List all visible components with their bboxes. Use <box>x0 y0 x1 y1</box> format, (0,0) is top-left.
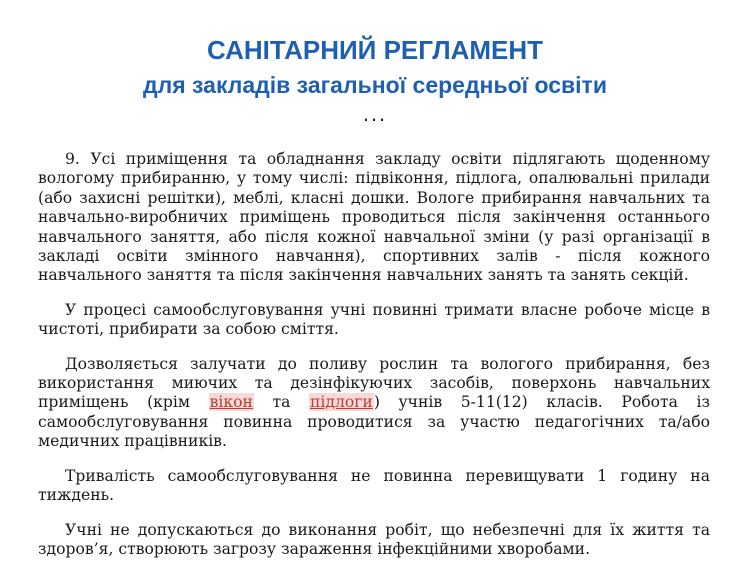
paragraph-cleaning-rules: 9. Усі приміщення та обладнання закладу освіти підлягають щоденному вологому прибиранню, у тому числі: підвіконня, підлога, опалювальні прилади (або захисні решітки), меблі, класні дошки. Вологе прибирання навчальних та навчально-виробничих приміщень проводиться після закінчення останнього навчального заняття, або після кожної навчальної зміни (у разі організації в закладі освіти змінного навчання), спортивних залів - після кожного навчального заняття та після закінчення навчальних занять та занять секцій. <box>38 150 710 285</box>
page-title: САНІТАРНИЙ РЕГЛАМЕНТ <box>206 35 544 65</box>
page-subtitle: для закладів загальної середньої освіти <box>143 72 607 98</box>
highlight-floor[interactable]: підлоги <box>309 393 373 412</box>
document-header <box>0 0 750 124</box>
paragraph-safety: Учні не допускаються до виконання робіт, що небезпечні для їх життя та здоров’я, створюють загрозу зараження інфекційними хворобами. <box>38 520 710 558</box>
paragraph-text-after: ) учнів 5-11(12) класів. Робота із самообслуговування повинна проводитися за участю педагогічних та/або медичних працівників. <box>38 393 710 451</box>
omission-ellipsis: ... <box>362 101 388 126</box>
paragraph-duration: Тривалість самообслуговування не повинна перевищувати 1 годину на тиждень. <box>38 466 710 505</box>
paragraph-text-middle: та <box>253 393 309 412</box>
highlight-windows[interactable]: вікон <box>209 393 253 412</box>
document-body <box>38 150 710 574</box>
paragraph-self-service: У процесі самообслуговування учні повинні тримати власне робоче місце в чистоті, прибирати за собою сміття. <box>38 300 710 339</box>
paragraph-student-involvement <box>38 355 710 452</box>
paragraph-text-before: Дозволяється залучати до поливу рослин та вологого прибирання, без використання миючих та дезінфікуючих засобів, поверхонь навчальних приміщень (крім <box>38 354 710 412</box>
